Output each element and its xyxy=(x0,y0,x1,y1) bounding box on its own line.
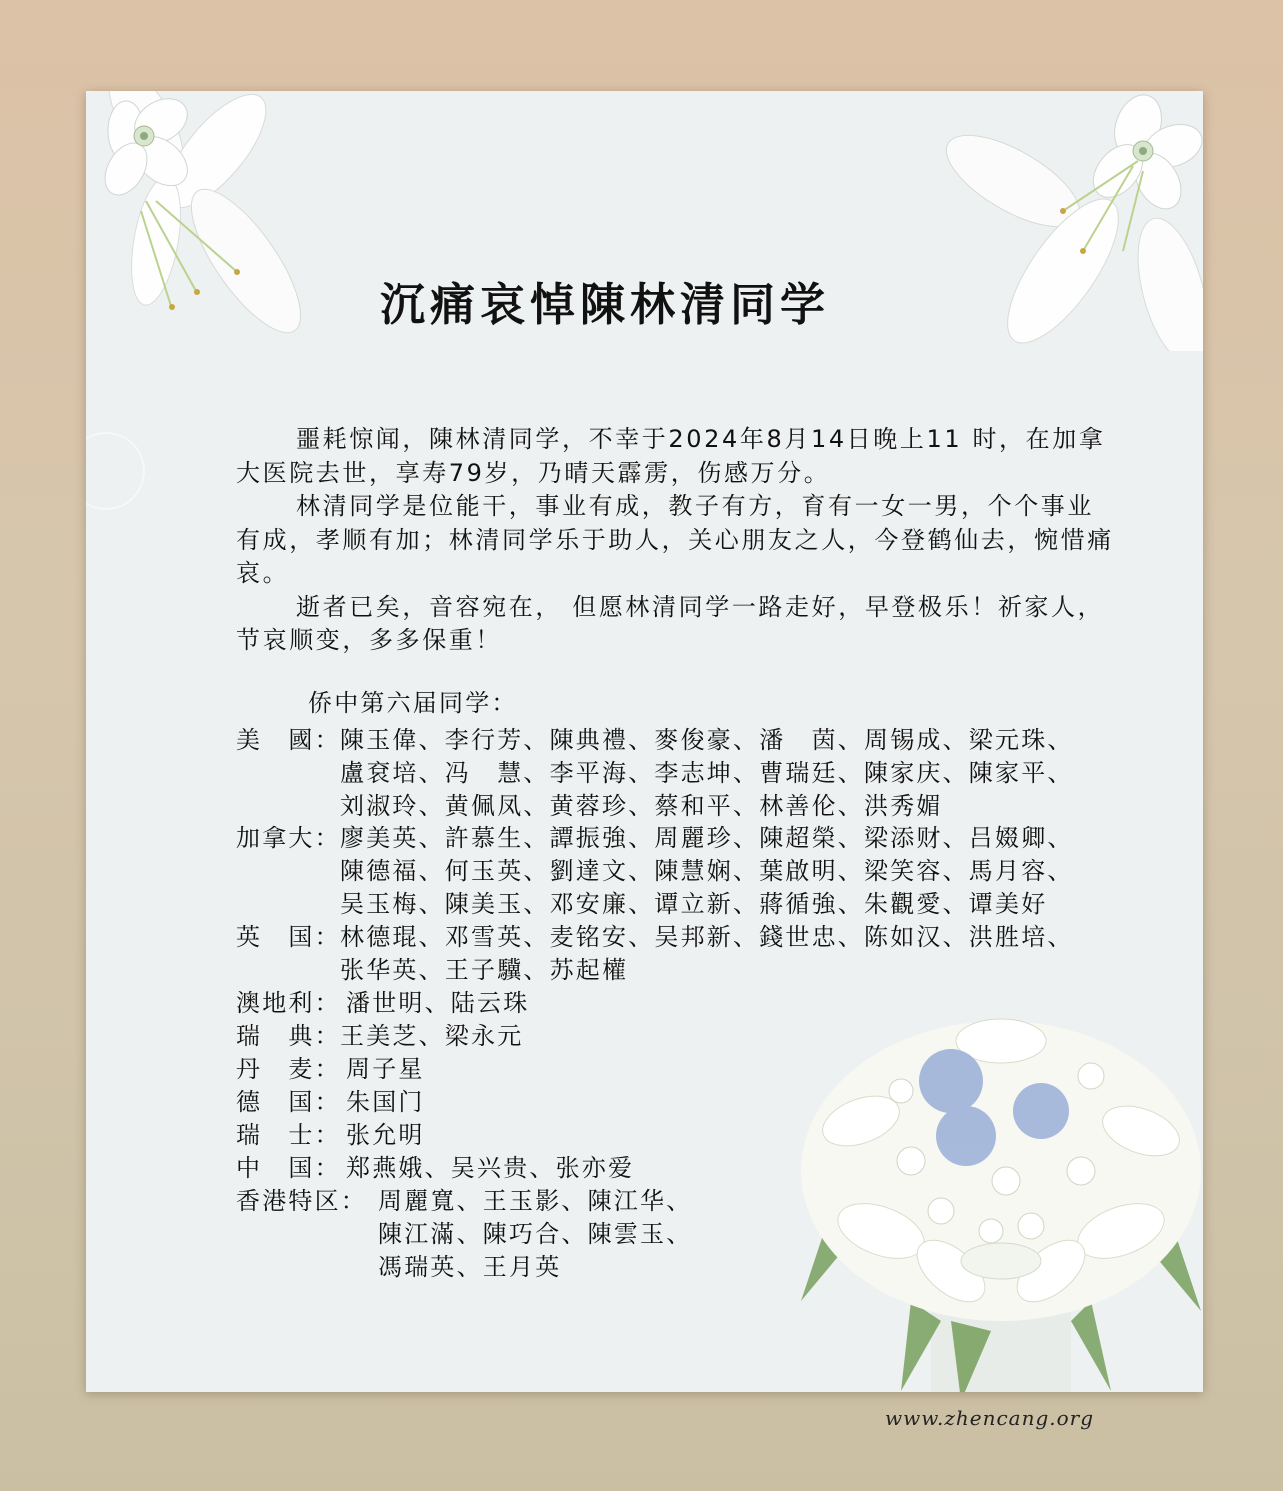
names-line: 陳江滿、陳巧合、陳雲玉、 xyxy=(378,1220,693,1248)
names-line: 盧袞培、冯 慧、李平海、李志坤、曹瑞廷、陳家庆、陳家平、 xyxy=(340,759,1074,787)
paragraph-1: 噩耗惊闻，陳林清同学，不幸于2024年8月14日晚上11 时，在加拿大医院去世，享寿79岁，乃晴天霹雳，伤感万分。 xyxy=(236,425,1106,487)
names-line: 林德琨、邓雪英、麦铭安、吴邦新、錢世忠、陈如汉、洪胜培、 xyxy=(340,923,1074,951)
names-line: 刘淑玲、黄佩凤、黄蓉珍、蔡和平、林善伦、洪秀媚 xyxy=(340,792,943,820)
names-line: 郑燕娥、吴兴贵、张亦爱 xyxy=(346,1154,635,1182)
names-line: 朱国门 xyxy=(346,1088,425,1116)
country-label: 瑞 典： xyxy=(236,1022,341,1050)
country-label: 德 国： xyxy=(236,1088,341,1116)
names-line: 周麗寬、王玉影、陳江华、 xyxy=(378,1187,693,1215)
country-label: 加拿大： xyxy=(236,824,341,852)
names-line: 张华英、王子驥、苏起權 xyxy=(340,956,629,984)
country-label: 香港特区： xyxy=(236,1187,367,1215)
paragraph-3: 逝者已矣，音容宛在， 但愿林清同学一路走好，早登极乐！祈家人，节哀顺变，多多保重！ xyxy=(236,592,1105,654)
obituary-text xyxy=(236,423,1116,658)
paragraph-2: 林清同学是位能干，事业有成，教子有方，育有一女一男，个个事业有成，孝顺有加；林清同学乐于助人，关心朋友之人，今登鹤仙去，惋惜痛哀。 xyxy=(236,492,1114,587)
website-watermark: www.zhencang.org xyxy=(885,1406,1095,1430)
names-line: 张允明 xyxy=(346,1121,425,1149)
country-label: 英 国： xyxy=(236,923,341,951)
names-line: 吴玉梅、陳美玉、邓安廉、谭立新、蔣循強、朱觀愛、谭美好 xyxy=(340,890,1048,918)
page-title: 沉痛哀悼陳林清同学 xyxy=(379,278,830,331)
country-label: 澳地利： xyxy=(236,989,341,1017)
flower-bouquet-decoration xyxy=(791,981,1203,1392)
names-line: 周子星 xyxy=(346,1055,425,1083)
names-line: 陳德福、何玉英、劉達文、陳慧娴、葉啟明、梁笑容、馬月容、 xyxy=(340,857,1074,885)
watermark-stamp xyxy=(86,411,146,531)
names-line: 馮瑞英、王月英 xyxy=(378,1253,562,1281)
country-label: 美 國： xyxy=(236,726,341,754)
list-header: 侨中第六届同学： xyxy=(308,689,518,717)
names-line: 陳玉偉、李行芳、陳典禮、麥俊豪、潘 茵、周锡成、梁元珠、 xyxy=(340,726,1074,754)
names-line: 潘世明、陆云珠 xyxy=(346,989,530,1017)
country-label: 瑞 士： xyxy=(236,1121,341,1149)
names-line: 王美芝、梁永元 xyxy=(340,1022,524,1050)
country-label: 丹 麦： xyxy=(236,1055,341,1083)
country-label: 中 国： xyxy=(236,1154,341,1182)
names-line: 廖美英、許慕生、譚振強、周麗珍、陳超榮、梁添财、吕娺卿、 xyxy=(340,824,1074,852)
